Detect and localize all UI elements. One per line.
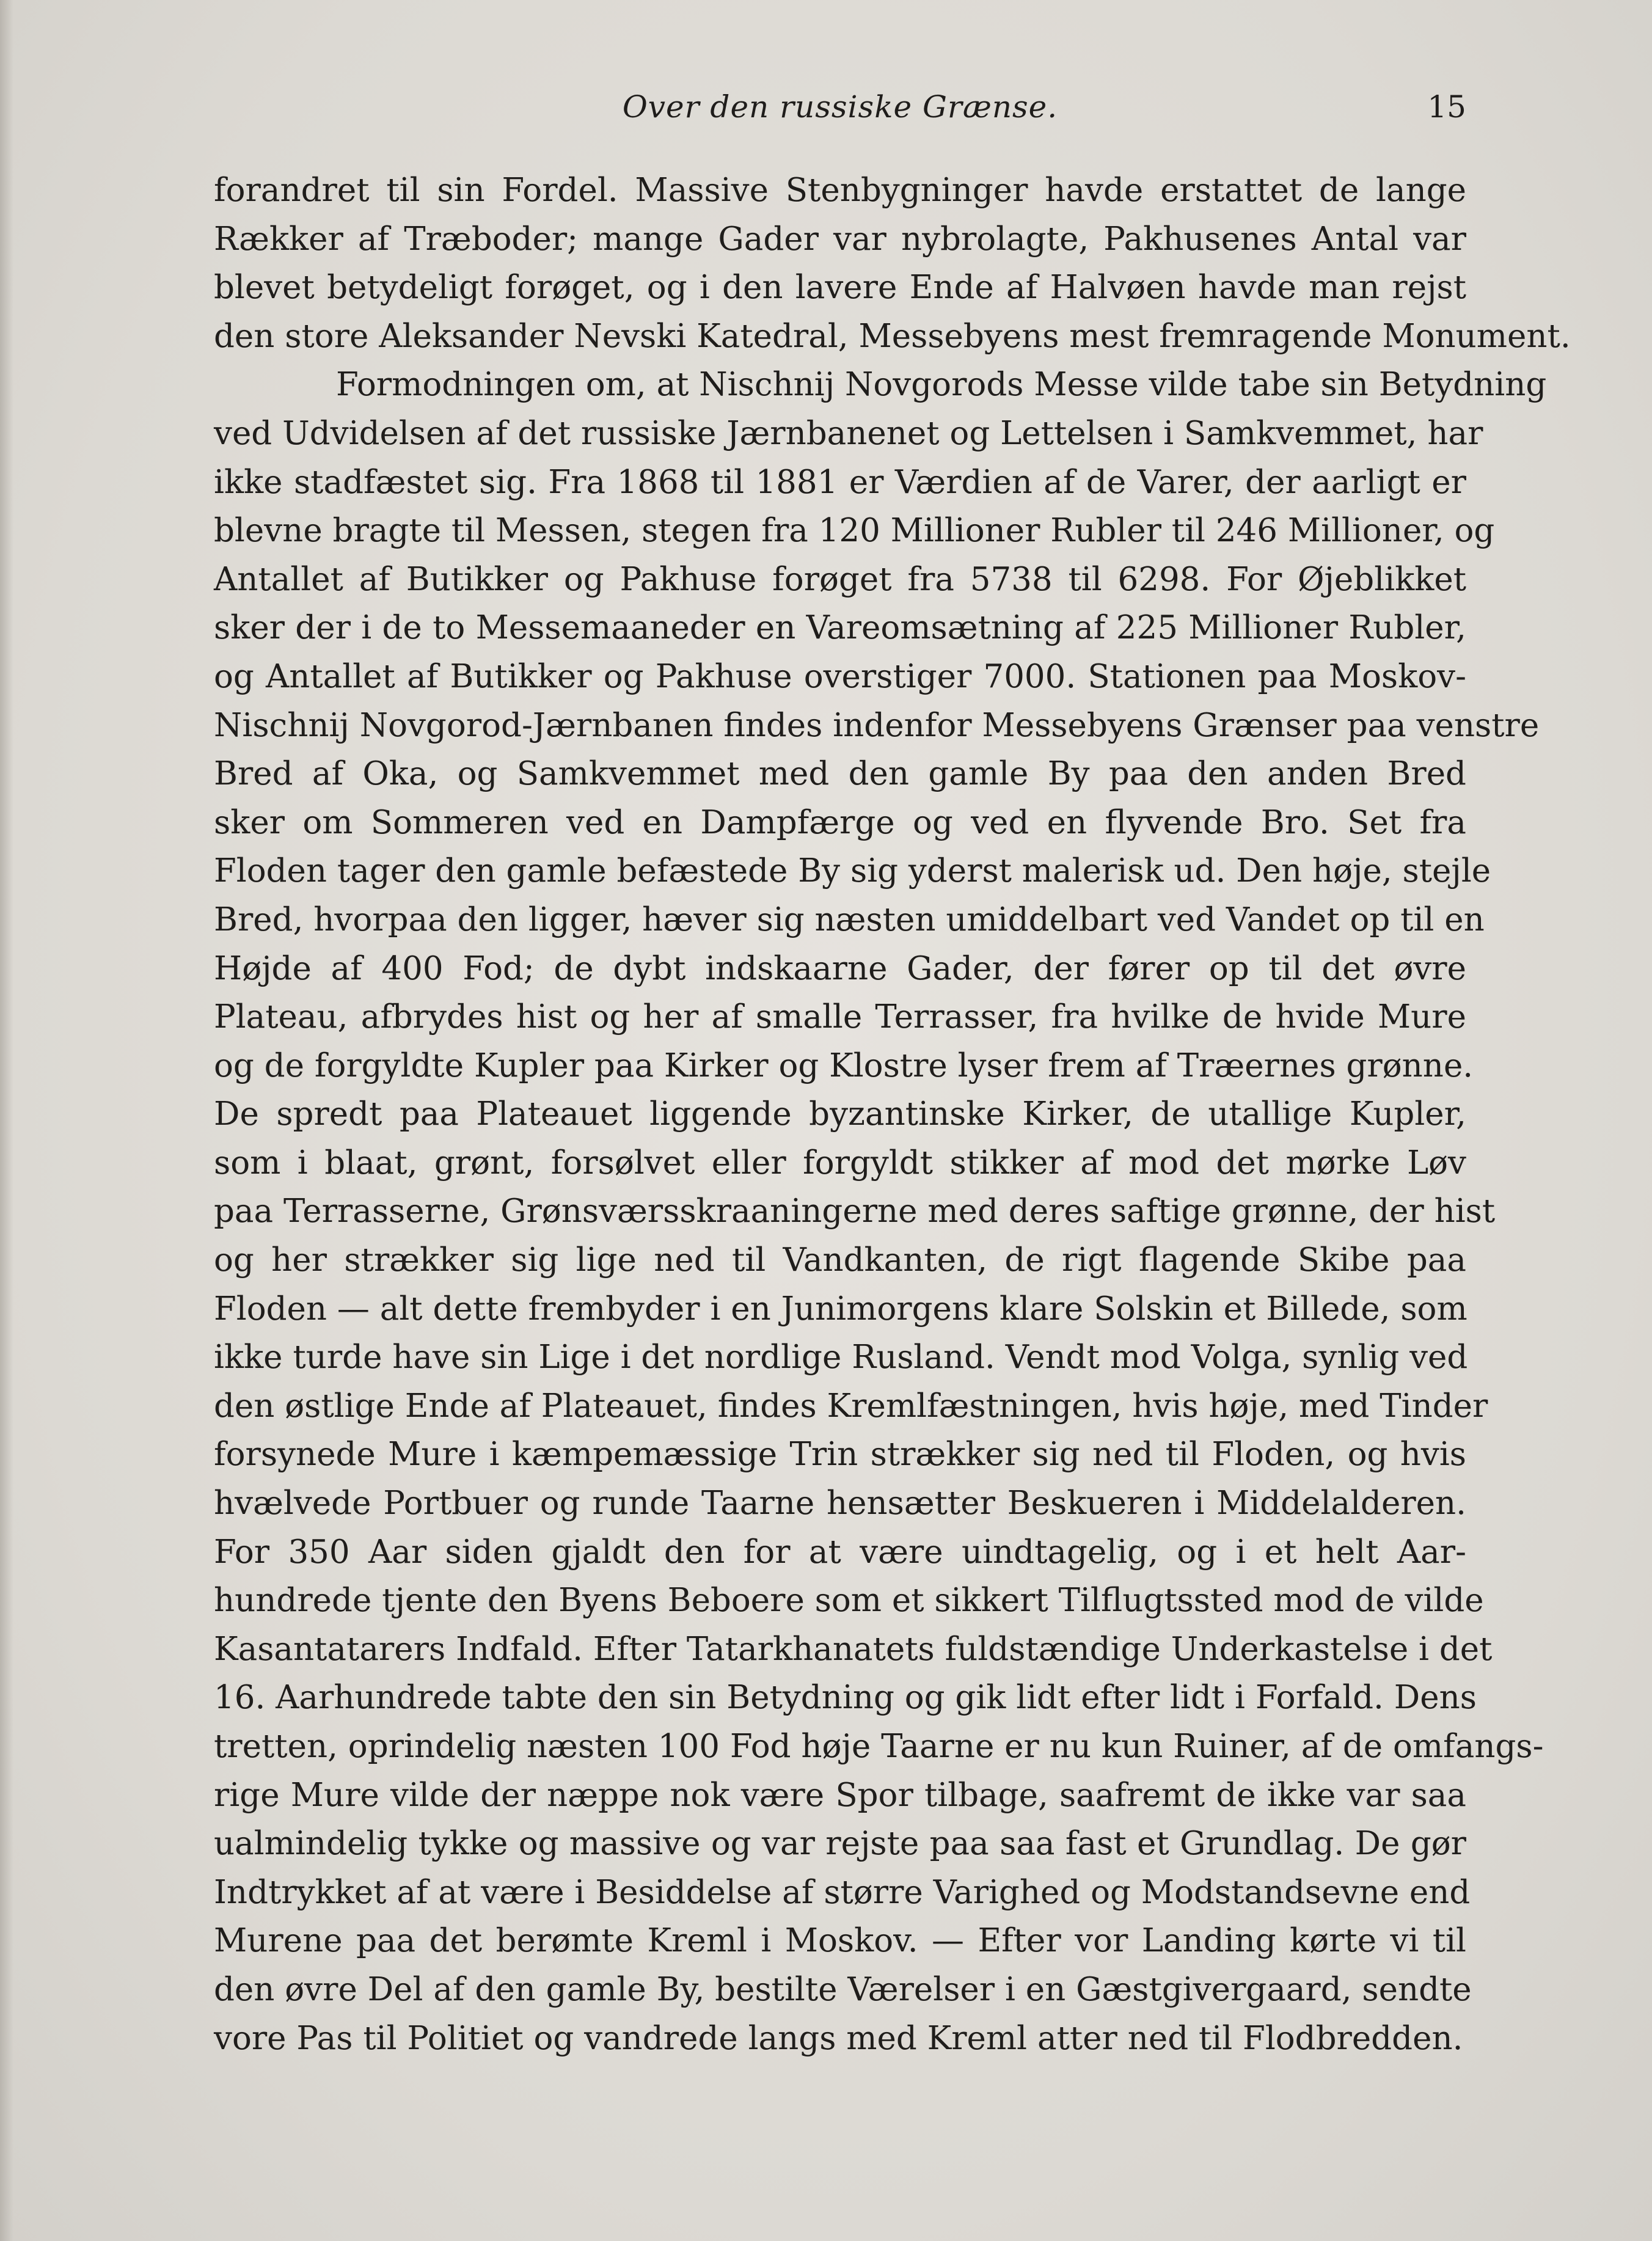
text-line: Antallet af Butikker og Pakhuse forøget fra 5738 til 6298. For Øjeblikket [214,560,1466,598]
text-line: 16. Aarhundrede tabte den sin Betydning og gik lidt efter lidt i Forfald. Dens [214,1679,1477,1717]
text-line: og de forgyldte Kupler paa Kirker og Klostre lyser frem af Træernes grønne. [214,1047,1474,1084]
running-title: Over den russiske Grænse. [622,89,1058,125]
paragraph-start-line: Formodningen om, at Nischnij Novgorods Messe vilde tabe sin Betydning [336,366,1547,404]
text-line: Plateau, afbrydes hist og her af smalle Terrasser, fra hvilke de hvide Mure [214,998,1466,1036]
text-line: For 350 Aar siden gjaldt den for at være uindtagelig, og i et helt Aar- [214,1533,1466,1571]
text-line: forsynede Mure i kæmpemæssige Trin strækker sig ned til Floden, og hvis [214,1436,1466,1474]
text-line: tretten, oprindelig næsten 100 Fod høje Taarne er nu kun Ruiner, af de omfangs- [214,1728,1544,1765]
text-line: Floden tager den gamle befæstede By sig yderst malerisk ud. Den høje, stejle [214,852,1491,890]
page-number: 15 [1427,89,1466,125]
text-line: Floden — alt dette frembyder i en Junimorgens klare Solskin et Billede, som [214,1290,1467,1328]
text-line: blevne bragte til Messen, stegen fra 120 Millioner Rubler til 246 Millioner, og [214,512,1495,550]
text-line: Murene paa det berømte Kreml i Moskov. — Efter vor Landing kørte vi til [214,1922,1466,1960]
text-line: Højde af 400 Fod; de dybt indskaarne Gader, der fører op til det øvre [214,949,1466,987]
text-line: og Antallet af Butikker og Pakhuse overstiger 7000. Stationen paa Moskov- [214,657,1466,695]
text-line: den øvre Del af den gamle By, bestilte Værelser i en Gæstgivergaard, sendte [214,1970,1472,2008]
text-line: Indtrykket af at være i Besiddelse af større Varighed og Modstandsevne end [214,1873,1471,1911]
text-line: ualmindelig tykke og massive og var rejste paa saa fast et Grundlag. De gør [214,1825,1466,1863]
text-line: hvælvede Portbuer og runde Taarne hensætter Beskueren i Middelalderen. [214,1485,1466,1523]
text-line: sker der i de to Messemaaneder en Vareomsætning af 225 Millioner Rubler, [214,609,1466,647]
text-line: ikke turde have sin Lige i det nordlige Rusland. Vendt mod Volga, synlig ved [214,1339,1468,1376]
text-line: De spredt paa Plateauet liggende byzantinske Kirker, de utallige Kupler, [214,1095,1466,1133]
text-line: sker om Sommeren ved en Dampfærge og ved en flyvende Bro. Set fra [214,803,1466,841]
body-text [214,166,1571,2063]
page-header [214,86,1466,128]
text-line: som i blaat, grønt, forsølvet eller forgyldt stikker af mod det mørke Løv [214,1144,1466,1182]
text-line: rige Mure vilde der næppe nok være Spor tilbage, saafremt de ikke var saa [214,1776,1466,1814]
text-line: vore Pas til Politiet og vandrede langs med Kreml atter ned til Flodbredden. [214,2019,1463,2057]
text-line: Bred, hvorpaa den ligger, hæver sig næsten umiddelbart ved Vandet op til en [214,901,1485,938]
text-line: Nischnij Novgorod-Jærnbanen findes indenfor Messebyens Grænser paa venstre [214,706,1540,744]
text-line: hundrede tjente den Byens Beboere som et sikkert Tilflugtssted mod de vilde [214,1582,1484,1620]
text-line: forandret til sin Fordel. Massive Stenbygninger havde erstattet de lange [214,172,1466,209]
text-line: den østlige Ende af Plateauet, findes Kremlfæstningen, hvis høje, med Tinder [214,1387,1488,1425]
text-line: ved Udvidelsen af det russiske Jærnbanenet og Lettelsen i Samkvemmet, har [214,414,1483,452]
text-line: Kasantatarers Indfald. Efter Tatarkhanatets fuldstændige Underkastelse i det [214,1630,1493,1668]
text-line: ikke stadfæstet sig. Fra 1868 til 1881 er Værdien af de Varer, der aarligt er [214,463,1466,501]
text-line: den store Aleksander Nevski Katedral, Messebyens mest fremragende Monument. [214,317,1571,355]
text-line: Bred af Oka, og Samkvemmet med den gamle By paa den anden Bred [214,755,1466,793]
text-line: blevet betydeligt forøget, og i den lavere Ende af Halvøen havde man rejst [214,269,1466,307]
text-line: paa Terrasserne, Grønsværsskraaningerne med deres saftige grønne, der hist [214,1193,1496,1230]
text-line: Rækker af Træboder; mange Gader var nybrolagte, Pakhusenes Antal var [214,220,1466,258]
text-line: og her strækker sig lige ned til Vandkanten, de rigt flagende Skibe paa [214,1241,1466,1279]
